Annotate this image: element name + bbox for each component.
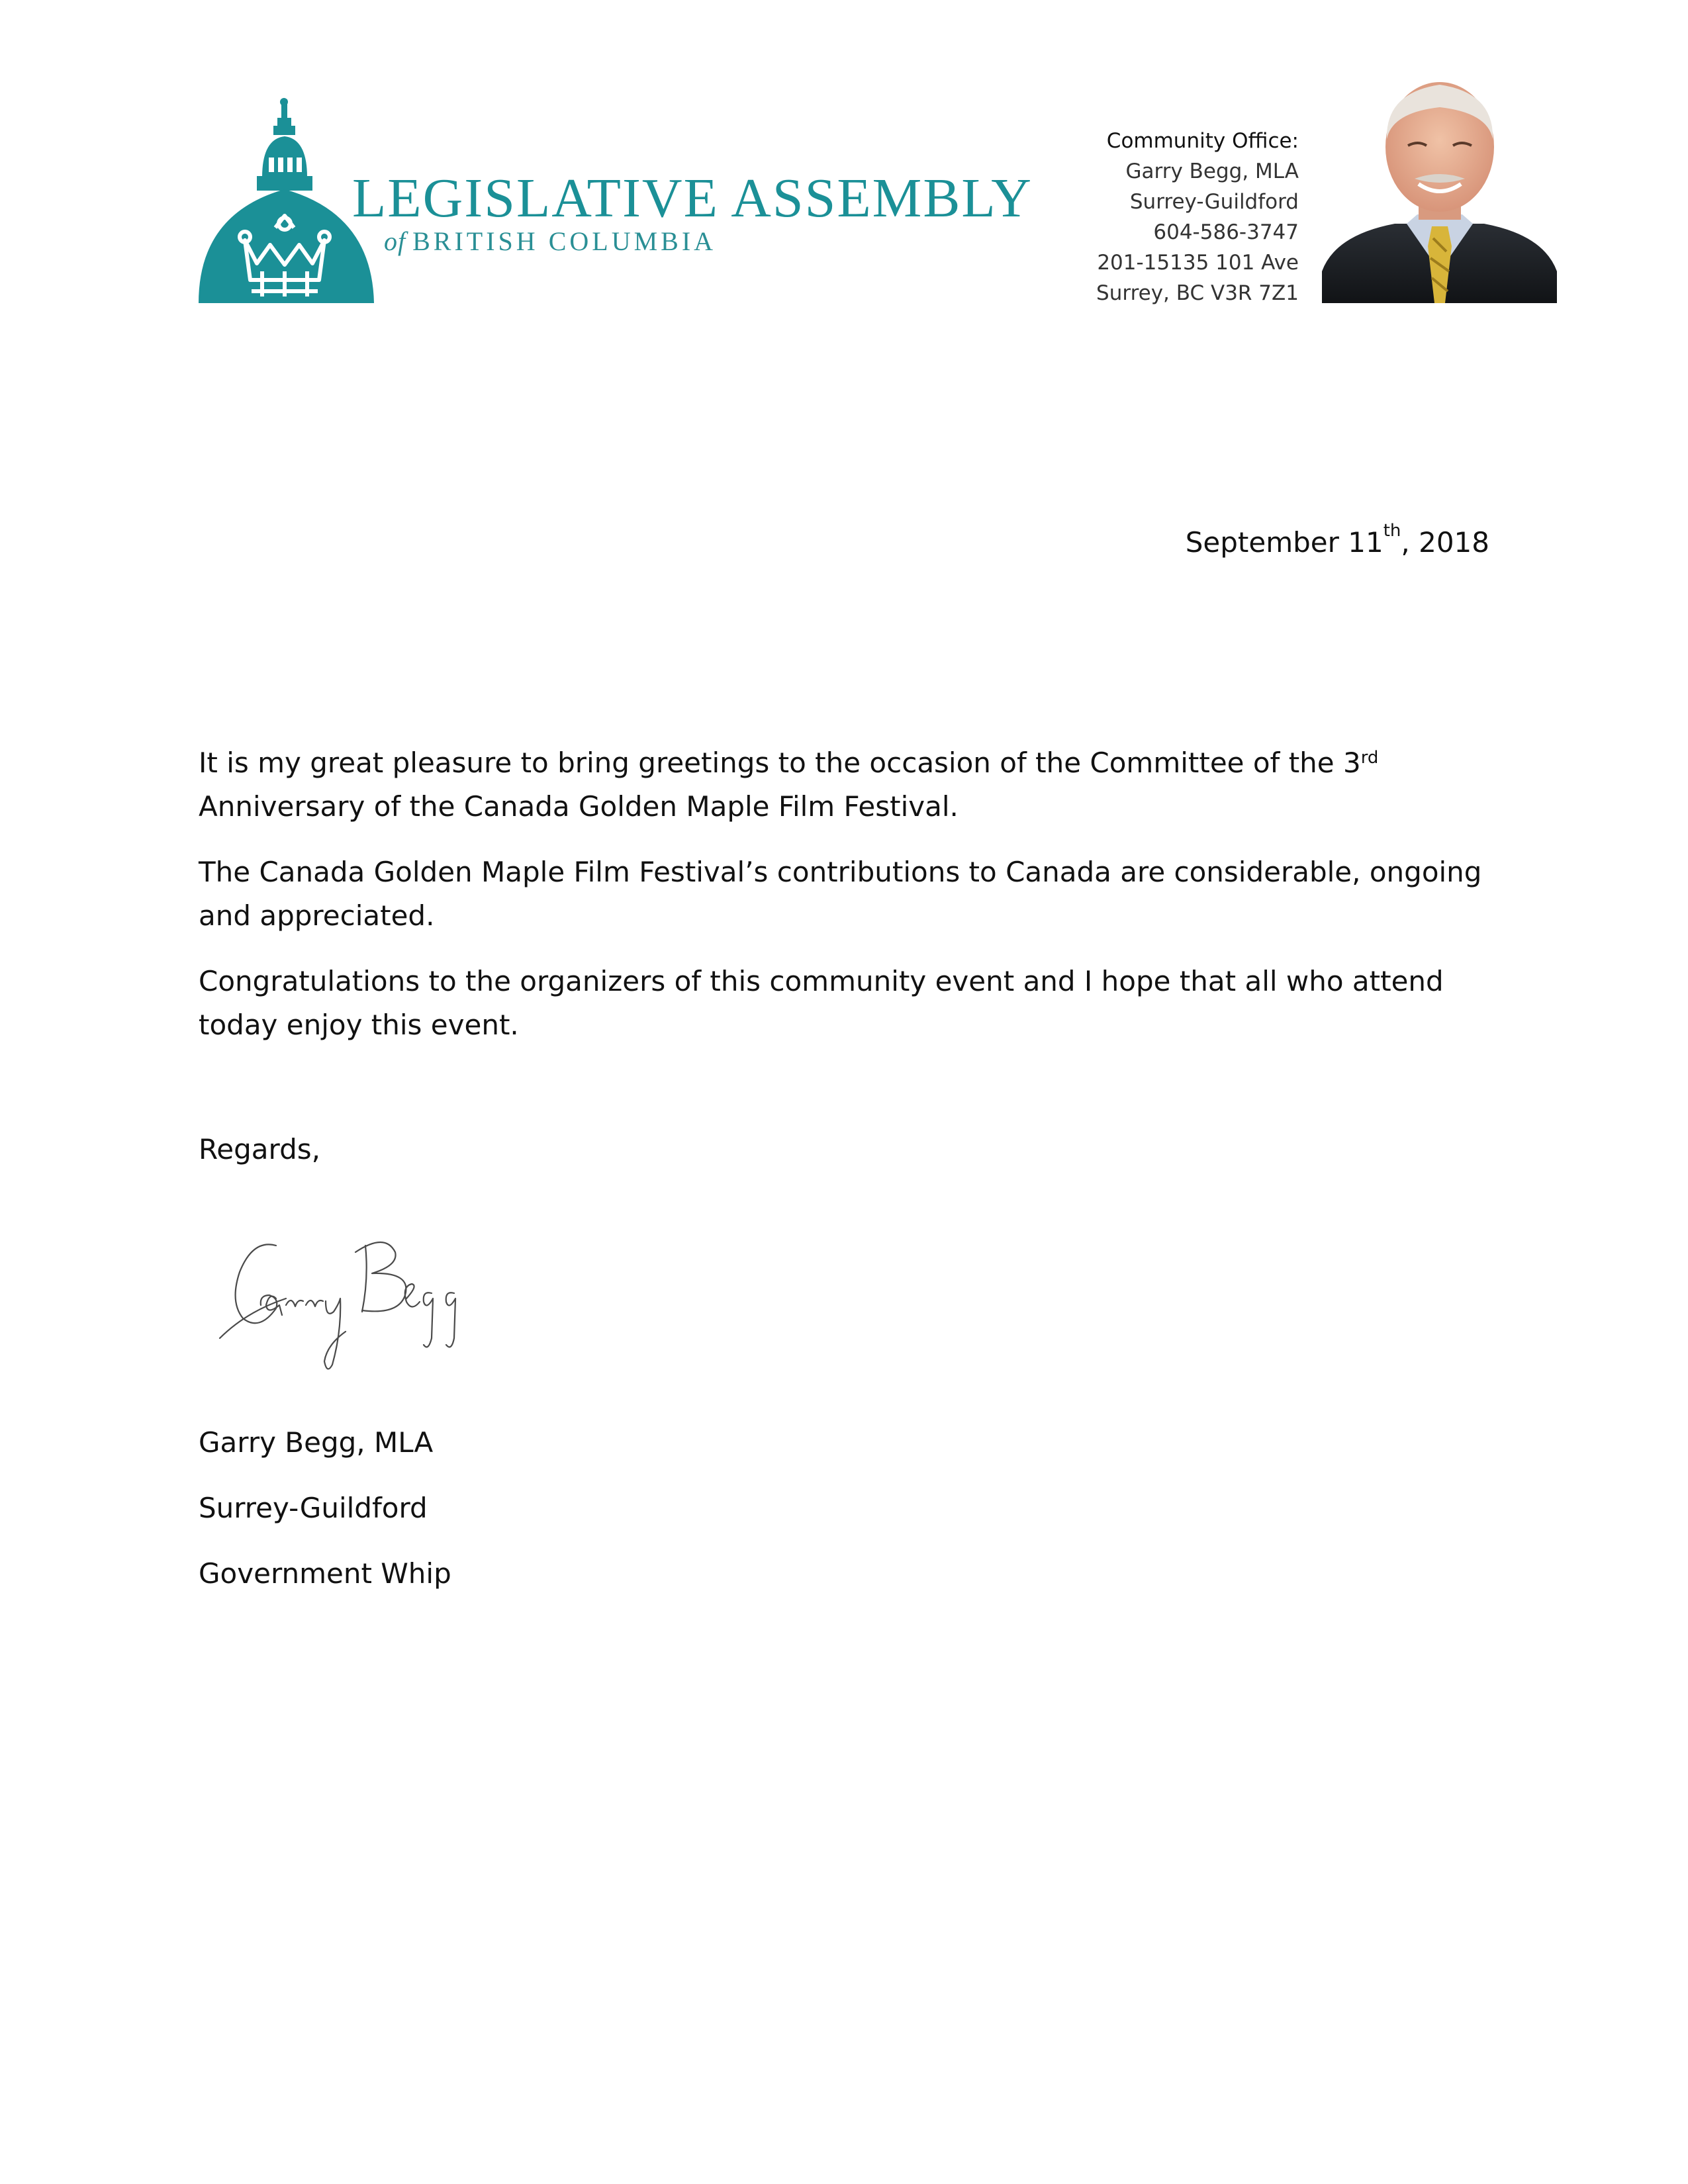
- date-ordinal-suffix: th: [1383, 521, 1401, 541]
- greeting-text-end: Anniversary of the Canada Golden Maple Film Festival.: [199, 790, 959, 823]
- date-year: , 2018: [1401, 526, 1489, 559]
- contributions-paragraph: The Canada Golden Maple Film Festival’s contributions to Canada are considerable, ongoing and appreciated.: [199, 856, 1482, 932]
- office-line-street: 201-15135 101 Ave: [1097, 251, 1299, 275]
- greeting-text-start: It is my great pleasure to bring greetings to the occasion of the Committee of the 3: [199, 747, 1361, 779]
- closing-regards: Regards,: [199, 1133, 320, 1165]
- mla-portrait-photo: [1322, 73, 1557, 303]
- ordinal-suffix-rd: rd: [1360, 748, 1379, 768]
- office-line-city: Surrey, BC V3R 7Z1: [1096, 281, 1299, 305]
- organization-subtitle-of: of: [384, 226, 406, 256]
- organization-name: LEGISLATIVE ASSEMBLY: [352, 167, 1033, 229]
- date-month-day: September 11: [1185, 526, 1383, 559]
- organization-subtitle-province: BRITISH COLUMBIA: [412, 226, 717, 256]
- office-line-riding: Surrey-Guildford: [1129, 190, 1299, 214]
- letter-date: [1185, 521, 1489, 559]
- legislature-dome-logo: [199, 98, 374, 303]
- congratulations-paragraph: Congratulations to the organizers of this community event and I hope that all who attend today enjoy this event.: [199, 965, 1444, 1041]
- signoff-riding: Surrey-Guildford: [199, 1492, 428, 1524]
- organization-subtitle: [384, 228, 716, 255]
- signoff-role: Government Whip: [199, 1557, 451, 1590]
- signoff-name: Garry Begg, MLA: [199, 1426, 434, 1459]
- office-heading: Community Office:: [1106, 129, 1299, 153]
- community-office-address: [1096, 126, 1299, 308]
- greeting-paragraph: [199, 741, 1496, 829]
- handwritten-signature: [213, 1232, 478, 1375]
- office-line-phone: 604-586-3747: [1153, 220, 1299, 244]
- office-line-name: Garry Begg, MLA: [1125, 159, 1299, 183]
